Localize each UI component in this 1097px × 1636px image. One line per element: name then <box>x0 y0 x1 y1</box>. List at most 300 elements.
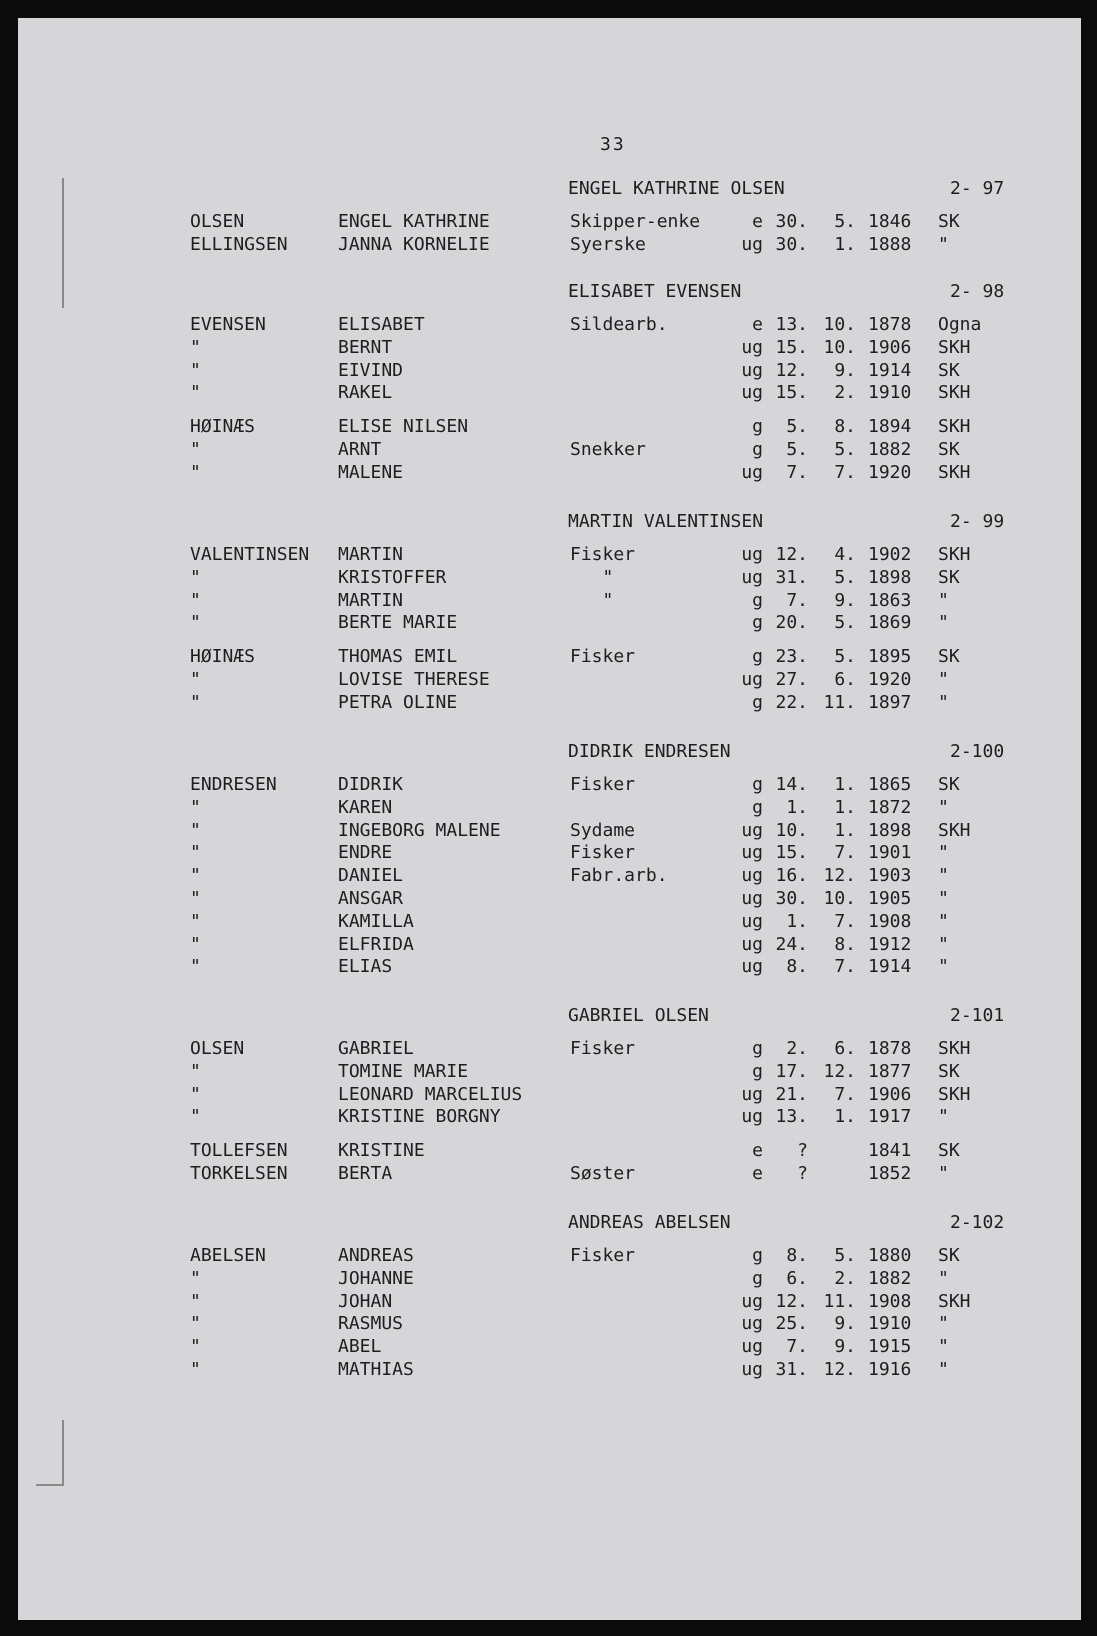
person-year: 1869 <box>868 612 912 634</box>
person-year: 1903 <box>868 865 912 887</box>
person-year: 1908 <box>868 910 912 932</box>
person-row <box>0 669 1097 691</box>
person-status: ug <box>741 1359 763 1380</box>
person-occupation: Fisker <box>570 774 636 795</box>
person-row <box>0 865 1097 887</box>
person-status: g <box>752 796 763 818</box>
person-month: 8. <box>834 416 856 438</box>
person-first: DIDRIK <box>338 774 404 795</box>
person-place: SK <box>938 566 960 588</box>
person-row <box>0 234 1097 256</box>
household-id: 2- 98 <box>950 281 1005 302</box>
person-status: ug <box>741 819 763 841</box>
person-place: SK <box>938 1060 960 1082</box>
person-month: 5. <box>834 1245 856 1266</box>
person-place: SK <box>938 1140 960 1162</box>
person-status: g <box>752 774 763 795</box>
person-surname: " <box>190 359 201 381</box>
person-day: 23. <box>775 646 808 668</box>
person-day: 25. <box>775 1313 808 1335</box>
person-place: SK <box>938 439 960 460</box>
person-year: 1865 <box>868 774 912 795</box>
person-day: 15. <box>775 382 808 404</box>
person-month: 5. <box>834 211 856 232</box>
person-year: 1912 <box>868 933 912 955</box>
person-day: 12. <box>775 1290 808 1312</box>
person-first: THOMAS EMIL <box>338 646 458 668</box>
person-row <box>0 692 1097 714</box>
person-year: 1916 <box>868 1359 912 1380</box>
person-month: 9. <box>834 589 856 611</box>
person-day: 16. <box>775 865 808 887</box>
person-occupation: Fisker <box>570 1245 636 1266</box>
person-place: SKH <box>938 461 971 483</box>
person-year: 1902 <box>868 544 912 565</box>
person-first: ELIAS <box>338 956 393 978</box>
person-month: 11. <box>823 1290 856 1312</box>
person-row <box>0 646 1097 668</box>
person-status: ug <box>741 1336 763 1358</box>
person-first: GABRIEL <box>338 1038 414 1059</box>
person-status: g <box>752 589 763 611</box>
person-month: 8. <box>834 933 856 955</box>
person-status: g <box>752 1038 763 1059</box>
person-surname: " <box>190 865 201 887</box>
person-row <box>0 1106 1097 1128</box>
person-day: 10. <box>775 819 808 841</box>
person-occupation: Fisker <box>570 1038 636 1059</box>
person-row <box>0 211 1097 233</box>
person-month: 5. <box>834 566 856 588</box>
person-year: 1898 <box>868 819 912 841</box>
person-first: KAMILLA <box>338 910 414 932</box>
person-surname: ELLINGSEN <box>190 233 288 255</box>
person-day: 5. <box>786 439 808 460</box>
person-row <box>0 439 1097 461</box>
person-status: g <box>752 691 763 713</box>
person-status: ug <box>741 382 763 404</box>
person-status: ug <box>741 1083 763 1105</box>
person-place: " <box>938 865 949 887</box>
person-surname: OLSEN <box>190 211 245 232</box>
person-month: 6. <box>834 1038 856 1059</box>
person-first: ARNT <box>338 439 382 460</box>
person-month: 12. <box>823 865 856 887</box>
person-day: 20. <box>775 612 808 634</box>
person-month: 2. <box>834 382 856 404</box>
person-day: 1. <box>786 910 808 932</box>
person-year: 1882 <box>868 439 912 460</box>
person-status: g <box>752 439 763 460</box>
person-year: 1920 <box>868 669 912 690</box>
person-occupation: Fisker <box>570 544 636 565</box>
person-status: e <box>752 211 763 232</box>
person-month: 5. <box>834 612 856 634</box>
person-year: 1894 <box>868 416 912 438</box>
household-id: 2-101 <box>950 1005 1005 1026</box>
person-surname: " <box>190 1290 201 1312</box>
person-status: ug <box>741 461 763 483</box>
person-year: 1906 <box>868 336 912 358</box>
person-place: " <box>938 1359 949 1380</box>
person-place: " <box>938 796 949 818</box>
person-first: BERNT <box>338 336 393 358</box>
person-surname: TOLLEFSEN <box>190 1140 288 1162</box>
person-place: SK <box>938 211 960 232</box>
person-row <box>0 416 1097 438</box>
person-year: 1920 <box>868 461 912 483</box>
person-day: 12. <box>775 544 808 565</box>
person-day: 30. <box>775 233 808 255</box>
person-place: " <box>938 669 949 690</box>
person-status: g <box>752 612 763 634</box>
person-occupation: " <box>570 566 614 588</box>
person-month: 9. <box>834 359 856 381</box>
person-day: 30. <box>775 888 808 909</box>
person-row <box>0 1268 1097 1290</box>
household-head: GABRIEL OLSEN <box>568 1005 709 1026</box>
person-first: ELISE NILSEN <box>338 416 469 438</box>
person-day: 31. <box>775 1359 808 1380</box>
person-place: SK <box>938 646 960 668</box>
person-surname: " <box>190 589 201 611</box>
person-row <box>0 797 1097 819</box>
person-row <box>0 956 1097 978</box>
person-month: 10. <box>823 336 856 358</box>
person-surname: " <box>190 566 201 588</box>
person-first: JANNA KORNELIE <box>338 233 490 255</box>
person-status: ug <box>741 1290 763 1312</box>
person-year: 1846 <box>868 211 912 232</box>
person-month: 12. <box>823 1060 856 1082</box>
person-year: 1863 <box>868 589 912 611</box>
person-day: 15. <box>775 842 808 864</box>
person-place: " <box>938 1267 949 1289</box>
person-occupation: Sydame <box>570 819 636 841</box>
person-year: 1841 <box>868 1140 912 1162</box>
person-first: MARTIN <box>338 589 404 611</box>
person-year: 1914 <box>868 956 912 978</box>
person-first: KAREN <box>338 796 393 818</box>
person-year: 1888 <box>868 233 912 255</box>
person-year: 1910 <box>868 382 912 404</box>
person-status: e <box>752 1163 763 1184</box>
person-first: RAKEL <box>338 382 393 404</box>
person-row <box>0 820 1097 842</box>
person-month: 4. <box>834 544 856 565</box>
person-first: KRISTOFFER <box>338 566 447 588</box>
person-surname: " <box>190 669 201 690</box>
person-day: 7. <box>786 589 808 611</box>
person-place: SKH <box>938 382 971 404</box>
person-surname: HØINÆS <box>190 646 256 668</box>
person-first: DANIEL <box>338 865 404 887</box>
person-day: 14. <box>775 774 808 795</box>
person-status: g <box>752 416 763 438</box>
person-year: 1915 <box>868 1336 912 1358</box>
person-surname: " <box>190 1359 201 1380</box>
person-first: BERTE MARIE <box>338 612 458 634</box>
person-row <box>0 934 1097 956</box>
person-month: 1. <box>834 819 856 841</box>
person-status: ug <box>741 336 763 358</box>
person-surname: EVENSEN <box>190 314 266 335</box>
person-surname: " <box>190 336 201 358</box>
person-row <box>0 842 1097 864</box>
person-surname: ENDRESEN <box>190 774 277 795</box>
person-status: g <box>752 1267 763 1289</box>
person-surname: VALENTINSEN <box>190 544 310 565</box>
person-status: g <box>752 1060 763 1082</box>
person-month: 7. <box>834 956 856 978</box>
person-place: " <box>938 612 949 634</box>
person-surname: " <box>190 382 201 404</box>
person-row <box>0 612 1097 634</box>
person-month: 6. <box>834 669 856 690</box>
person-surname: " <box>190 888 201 909</box>
person-first: MARTIN <box>338 544 404 565</box>
person-year: 1901 <box>868 842 912 864</box>
person-row <box>0 1336 1097 1358</box>
person-year: 1880 <box>868 1245 912 1266</box>
person-row <box>0 382 1097 404</box>
person-surname: " <box>190 612 201 634</box>
person-first: KRISTINE <box>338 1140 425 1162</box>
person-status: ug <box>741 865 763 887</box>
person-row <box>0 1291 1097 1313</box>
person-month: 2. <box>834 1267 856 1289</box>
person-year: 1852 <box>868 1163 912 1184</box>
person-month: 9. <box>834 1313 856 1335</box>
person-place: " <box>938 233 949 255</box>
person-surname: " <box>190 461 201 483</box>
person-month: 7. <box>834 1083 856 1105</box>
person-first: BERTA <box>338 1163 393 1184</box>
person-first: ELFRIDA <box>338 933 414 955</box>
person-status: ug <box>741 566 763 588</box>
person-month: 5. <box>834 646 856 668</box>
person-status: ug <box>741 1106 763 1128</box>
person-year: 1917 <box>868 1106 912 1128</box>
person-year: 1872 <box>868 796 912 818</box>
person-year: 1906 <box>868 1083 912 1105</box>
person-place: " <box>938 956 949 978</box>
person-row <box>0 1061 1097 1083</box>
person-occupation: Skipper-enke <box>570 211 701 232</box>
household-id: 2- 99 <box>950 511 1005 532</box>
person-surname: " <box>190 910 201 932</box>
person-day: 21. <box>775 1083 808 1105</box>
person-day: ? <box>797 1140 808 1162</box>
person-month: 5. <box>834 439 856 460</box>
household-head: MARTIN VALENTINSEN <box>568 511 764 532</box>
person-status: ug <box>741 544 763 565</box>
person-year: 1898 <box>868 566 912 588</box>
person-occupation: Snekker <box>570 439 646 460</box>
person-day: 5. <box>786 416 808 438</box>
person-status: ug <box>741 888 763 909</box>
person-place: SKH <box>938 1083 971 1105</box>
person-row <box>0 360 1097 382</box>
person-surname: " <box>190 842 201 864</box>
person-surname: " <box>190 796 201 818</box>
person-first: RASMUS <box>338 1313 404 1335</box>
person-surname: " <box>190 1083 201 1105</box>
person-year: 1878 <box>868 314 912 335</box>
person-occupation: Fisker <box>570 646 636 668</box>
person-status: g <box>752 646 763 668</box>
person-place: SKH <box>938 1290 971 1312</box>
household-id: 2- 97 <box>950 178 1005 199</box>
person-first: LOVISE THERESE <box>338 669 490 690</box>
person-first: LEONARD MARCELIUS <box>338 1083 523 1105</box>
person-day: 7. <box>786 1336 808 1358</box>
person-first: ENDRE <box>338 842 393 864</box>
person-row <box>0 1163 1097 1185</box>
person-row <box>0 567 1097 589</box>
person-surname: " <box>190 1106 201 1128</box>
person-first: TOMINE MARIE <box>338 1060 469 1082</box>
household-head: ANDREAS ABELSEN <box>568 1212 731 1233</box>
person-place: " <box>938 842 949 864</box>
person-day: 17. <box>775 1060 808 1082</box>
person-place: " <box>938 1106 949 1128</box>
person-place: SKH <box>938 544 971 565</box>
person-day: 1. <box>786 796 808 818</box>
person-place: SKH <box>938 1038 971 1059</box>
person-surname: " <box>190 691 201 713</box>
person-status: e <box>752 314 763 335</box>
person-surname: " <box>190 1267 201 1289</box>
person-occupation: Søster <box>570 1163 636 1184</box>
person-place: " <box>938 589 949 611</box>
person-month: 7. <box>834 842 856 864</box>
person-month: 1. <box>834 233 856 255</box>
person-place: " <box>938 1163 949 1184</box>
person-day: 22. <box>775 691 808 713</box>
person-first: JOHANNE <box>338 1267 414 1289</box>
person-day: 2. <box>786 1038 808 1059</box>
person-row <box>0 462 1097 484</box>
person-place: " <box>938 888 949 909</box>
household-id: 2-102 <box>950 1212 1005 1233</box>
person-row <box>0 911 1097 933</box>
person-surname: " <box>190 956 201 978</box>
person-surname: TORKELSEN <box>190 1163 288 1184</box>
person-occupation: Fisker <box>570 842 636 864</box>
person-month: 9. <box>834 1336 856 1358</box>
page-number: 33 <box>600 134 626 155</box>
person-occupation: " <box>570 589 614 611</box>
person-row <box>0 337 1097 359</box>
person-month: 1. <box>834 774 856 795</box>
person-day: 8. <box>786 956 808 978</box>
person-surname: " <box>190 439 201 460</box>
person-year: 1897 <box>868 691 912 713</box>
person-first: ABEL <box>338 1336 382 1358</box>
person-month: 7. <box>834 461 856 483</box>
person-surname: " <box>190 1336 201 1358</box>
person-row <box>0 774 1097 796</box>
person-place: SK <box>938 774 960 795</box>
person-status: e <box>752 1140 763 1162</box>
person-day: 13. <box>775 1106 808 1128</box>
person-day: 15. <box>775 336 808 358</box>
person-year: 1878 <box>868 1038 912 1059</box>
person-place: " <box>938 933 949 955</box>
person-place: SKH <box>938 819 971 841</box>
person-first: PETRA OLINE <box>338 691 458 713</box>
person-first: ELISABET <box>338 314 425 335</box>
person-place: " <box>938 910 949 932</box>
person-day: 6. <box>786 1267 808 1289</box>
person-year: 1905 <box>868 888 912 909</box>
person-month: 1. <box>834 1106 856 1128</box>
person-place: " <box>938 691 949 713</box>
person-month: 10. <box>823 314 856 335</box>
person-first: INGEBORG MALENE <box>338 819 501 841</box>
person-place: Ogna <box>938 314 982 335</box>
person-month: 7. <box>834 910 856 932</box>
person-year: 1914 <box>868 359 912 381</box>
person-day: 27. <box>775 669 808 690</box>
person-year: 1877 <box>868 1060 912 1082</box>
person-day: 30. <box>775 211 808 232</box>
person-month: 11. <box>823 691 856 713</box>
person-first: MATHIAS <box>338 1359 414 1380</box>
person-day: 7. <box>786 461 808 483</box>
person-status: ug <box>741 842 763 864</box>
person-first: MALENE <box>338 461 404 483</box>
person-year: 1882 <box>868 1267 912 1289</box>
person-first: ANSGAR <box>338 888 404 909</box>
person-day: 13. <box>775 314 808 335</box>
person-first: EIVIND <box>338 359 404 381</box>
person-row <box>0 544 1097 566</box>
person-year: 1908 <box>868 1290 912 1312</box>
person-month: 1. <box>834 796 856 818</box>
person-surname: " <box>190 1313 201 1335</box>
person-row <box>0 888 1097 910</box>
person-place: " <box>938 1336 949 1358</box>
person-day: 12. <box>775 359 808 381</box>
person-day: 24. <box>775 933 808 955</box>
person-row <box>0 1038 1097 1060</box>
household-head: DIDRIK ENDRESEN <box>568 741 731 762</box>
person-first: JOHAN <box>338 1290 393 1312</box>
person-surname: HØINÆS <box>190 416 256 438</box>
person-row <box>0 1084 1097 1106</box>
person-place: SK <box>938 359 960 381</box>
person-row <box>0 1359 1097 1381</box>
person-year: 1895 <box>868 646 912 668</box>
person-occupation: Sildearb. <box>570 314 668 335</box>
person-first: KRISTINE BORGNY <box>338 1106 501 1128</box>
person-status: ug <box>741 233 763 255</box>
person-place: " <box>938 1313 949 1335</box>
person-day: ? <box>797 1163 808 1184</box>
person-day: 8. <box>786 1245 808 1266</box>
person-surname: OLSEN <box>190 1038 245 1059</box>
person-row <box>0 314 1097 336</box>
person-status: ug <box>741 669 763 690</box>
person-place: SKH <box>938 416 971 438</box>
person-place: SK <box>938 1245 960 1266</box>
person-status: ug <box>741 910 763 932</box>
person-surname: " <box>190 1060 201 1082</box>
person-row <box>0 590 1097 612</box>
person-status: ug <box>741 956 763 978</box>
